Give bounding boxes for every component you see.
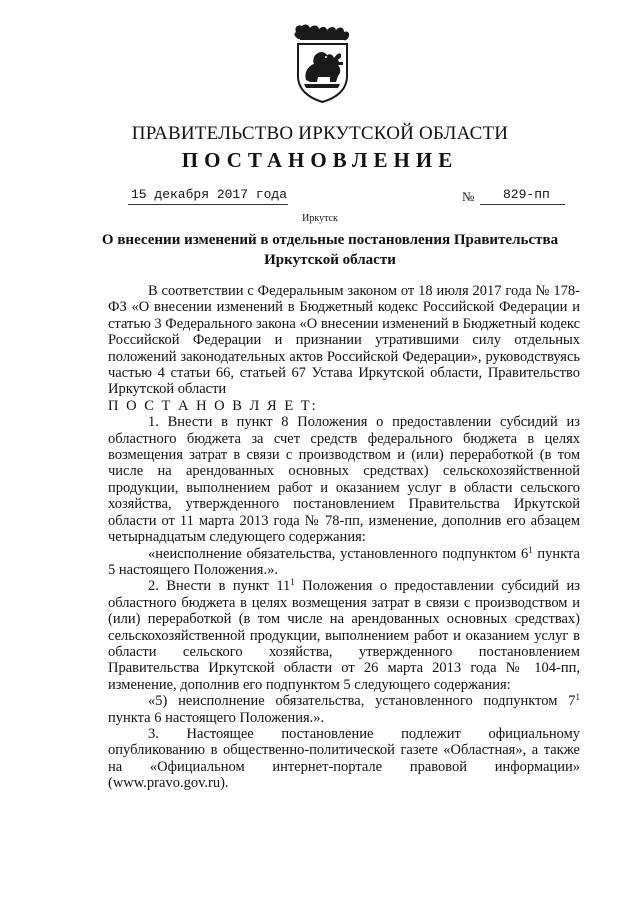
coat-of-arms-emblem	[290, 22, 355, 105]
document-type: ПОСТАНОВЛЕНИЕ	[181, 148, 459, 172]
document-title: О внесении изменений в отдельные постановления Правительства Иркутской области	[101, 232, 559, 268]
item-2-paragraph	[108, 578, 580, 693]
item-2-lead: 2. Внести в пункт 11	[148, 578, 291, 595]
item-3-paragraph: 3. Настоящее постановление подлежит официальному опубликованию в общественно-политической газете «Областная», а также на «Официальном интернет-портале правовой информации» (www.pravo.gov.ru).	[108, 725, 580, 792]
item-1-quote-superscript: 1	[528, 544, 533, 555]
preamble-paragraph: В соответствии с Федеральным законом от 18 июля 2017 года № 178-ФЗ «О внесении изменений в Бюджетный кодекс Российской Федерации и статью 3 Федерального закона «О внесении изменений в Бюджетный кодекс Российской Федерации и признании утратившими силу отдельных положений законодательных актов Российской Федерации», руководствуясь частью 4 статьи 66, статьей 67 Устава Иркутской области, Правительство Иркутской области	[108, 283, 581, 398]
item-1-quote	[108, 546, 580, 579]
item-2-superscript: 1	[290, 577, 295, 588]
item-1-paragraph: 1. Внести в пункт 8 Положения о предоставлении субсидий из областного бюджета за счет средств федерального бюджета в целях возмещения затрат в связи с производством и (или) переработкой (в том числе на арендованных основных средствах) сельскохозяйственной продукции, выполнением работ и оказанием услуг в области сельского хозяйства, утвержденного постановлением Правительства Иркутской области от 11 марта 2013 года № 78-пп, изменение, дополнив его абзацем четырнадцатым следующего содержания:	[108, 414, 580, 546]
item-1-quote-tail: пункта 5 настоящего Положения.».	[108, 545, 580, 578]
number-sign: №	[462, 189, 475, 204]
item-2-quote-text: «5) неисполнение обязательства, установленного подпунктом 7	[148, 693, 576, 710]
item-1-quote-text: «неисполнение обязательства, установленного подпунктом 6	[148, 545, 529, 562]
government-name: ПРАВИТЕЛЬСТВО ИРКУТСКОЙ ОБЛАСТИ	[131, 123, 509, 144]
date-underline	[128, 204, 288, 205]
number-underline	[480, 204, 565, 205]
resolves-heading: П О С Т А Н О В Л Я Е Т:	[108, 397, 318, 414]
item-2-text: Положения о предоставлении субсидий из областного бюджета в целях возмещения затрат в связи с производством и (или) переработкой (в том числе на арендованных основных средствах) сельскохозяйственной продукции, выполнением работ и оказанием услуг в области сельского хозяйства, утвержденного постановлением Правительства Иркутской области от 26 марта 2013 года № 104-пп, изменение, дополнив его подпунктом 5 следующего содержания:	[108, 578, 581, 693]
item-2-quote	[108, 693, 580, 726]
document-body	[108, 283, 580, 792]
item-2-quote-tail: пункта 6 настоящего Положения.».	[108, 709, 325, 726]
city-name: Иркутск	[302, 213, 338, 224]
decree-date: 15 декабря 2017 года	[131, 187, 288, 202]
item-2-quote-superscript: 1	[575, 692, 580, 703]
decree-number: 829-пп	[503, 187, 550, 202]
